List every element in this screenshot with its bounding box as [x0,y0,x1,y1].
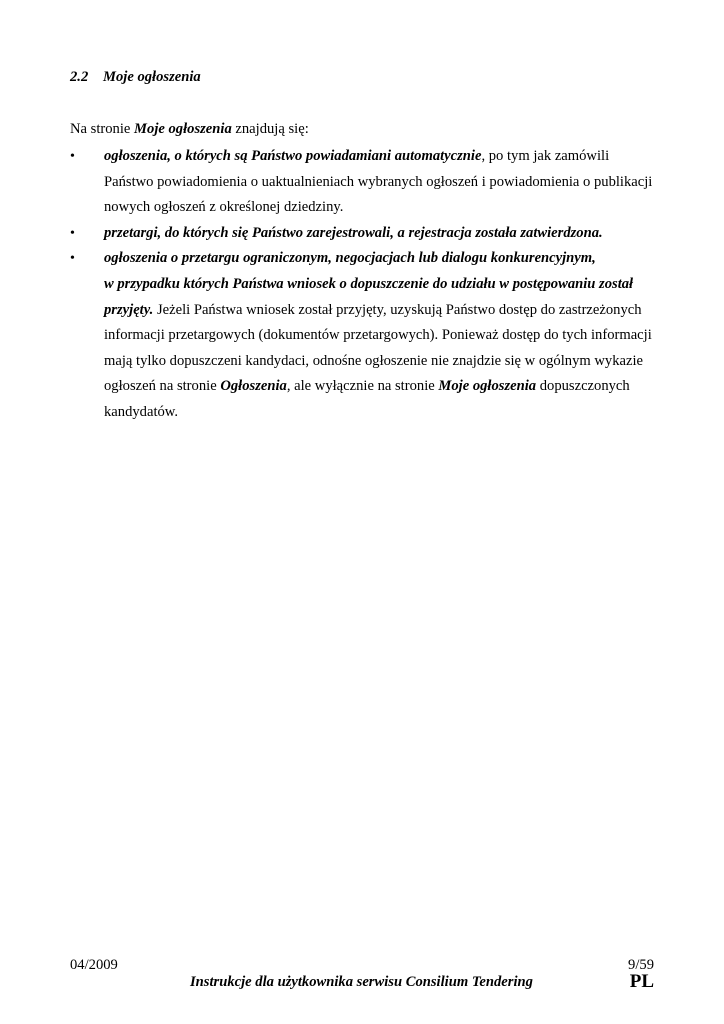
bullet-icon: • [70,251,75,267]
list-item [70,246,660,425]
bullet-icon: • [70,225,75,241]
bullet-emphasis: w przypadku których Państwa wniosek o dopuszczenie do udziału w postępowaniu został [104,275,634,292]
bullet-text: , po tym jak zamówili [481,148,610,164]
bullet-line [104,246,660,272]
intro-paragraph [70,119,309,139]
footer-date: 04/2009 [70,957,118,973]
bullet-text: informacji przetargowych (dokumentów przetargowych). Ponieważ dostęp do tych informacji [104,327,652,344]
bullet-text: dopuszczonych [536,378,630,395]
bullet-line [104,195,660,221]
footer-language-code: PL [629,971,654,992]
intro-prefix: Na stronie [70,121,135,137]
intro-suffix: znajdują się: [231,121,309,137]
bullet-list [70,144,660,426]
bullet-emphasis: ogłoszenia, o których są Państwo powiadamiani automatycznie [104,148,482,164]
bullet-line [104,374,660,400]
list-item [70,144,660,221]
bullet-text: kandydatów. [104,403,179,420]
bullet-emphasis: Ogłoszenia [220,378,287,395]
footer-title: Instrukcje dla użytkownika serwisu Consilium Tendering [190,974,533,990]
bullet-text: nowych ogłoszeń z określonej dziedziny. [104,199,344,216]
bullet-line [104,323,660,349]
bullet-emphasis: przetargi, do których się Państwo zarejestrowali, a rejestracja została zatwierdzona. [104,224,603,241]
bullet-line [104,349,660,375]
bullet-emphasis: Moje ogłoszenia [438,378,537,395]
bullet-text: mają tylko dopuszczeni kandydaci, odnośne ogłoszenie nie znajdzie się w ogólnym wykazie [104,352,643,369]
bullet-line [104,400,660,426]
bullet-line [104,298,660,324]
list-item [70,221,660,247]
section-number: 2.2 [70,69,89,85]
footer-page-number: 9/59 [628,957,654,973]
bullet-text: Jeżeli Państwa wniosek został przyjęty, uzyskują Państwo dostęp do zastrzeżonych [153,301,642,318]
bullet-text: ogłoszeń na stronie [104,378,221,395]
bullet-line [104,170,660,196]
bullet-text: , ale wyłącznie na stronie [286,378,439,395]
section-heading [70,68,201,86]
bullet-emphasis: przyjęty. [104,301,154,318]
bullet-line [104,221,660,247]
bullet-text: Państwo powiadomienia o uaktualnieniach wybranych ogłoszeń i powiadomienia o publikacji [104,173,653,190]
bullet-line [104,144,660,170]
bullet-icon: • [70,149,75,164]
bullet-line [104,272,660,298]
intro-emphasis: Moje ogłoszenia [134,121,232,137]
bullet-emphasis: ogłoszenia o przetargu ograniczonym, negocjacjach lub dialogu konkurencyjnym, [104,250,596,267]
section-title: Moje ogłoszenia [103,69,201,85]
